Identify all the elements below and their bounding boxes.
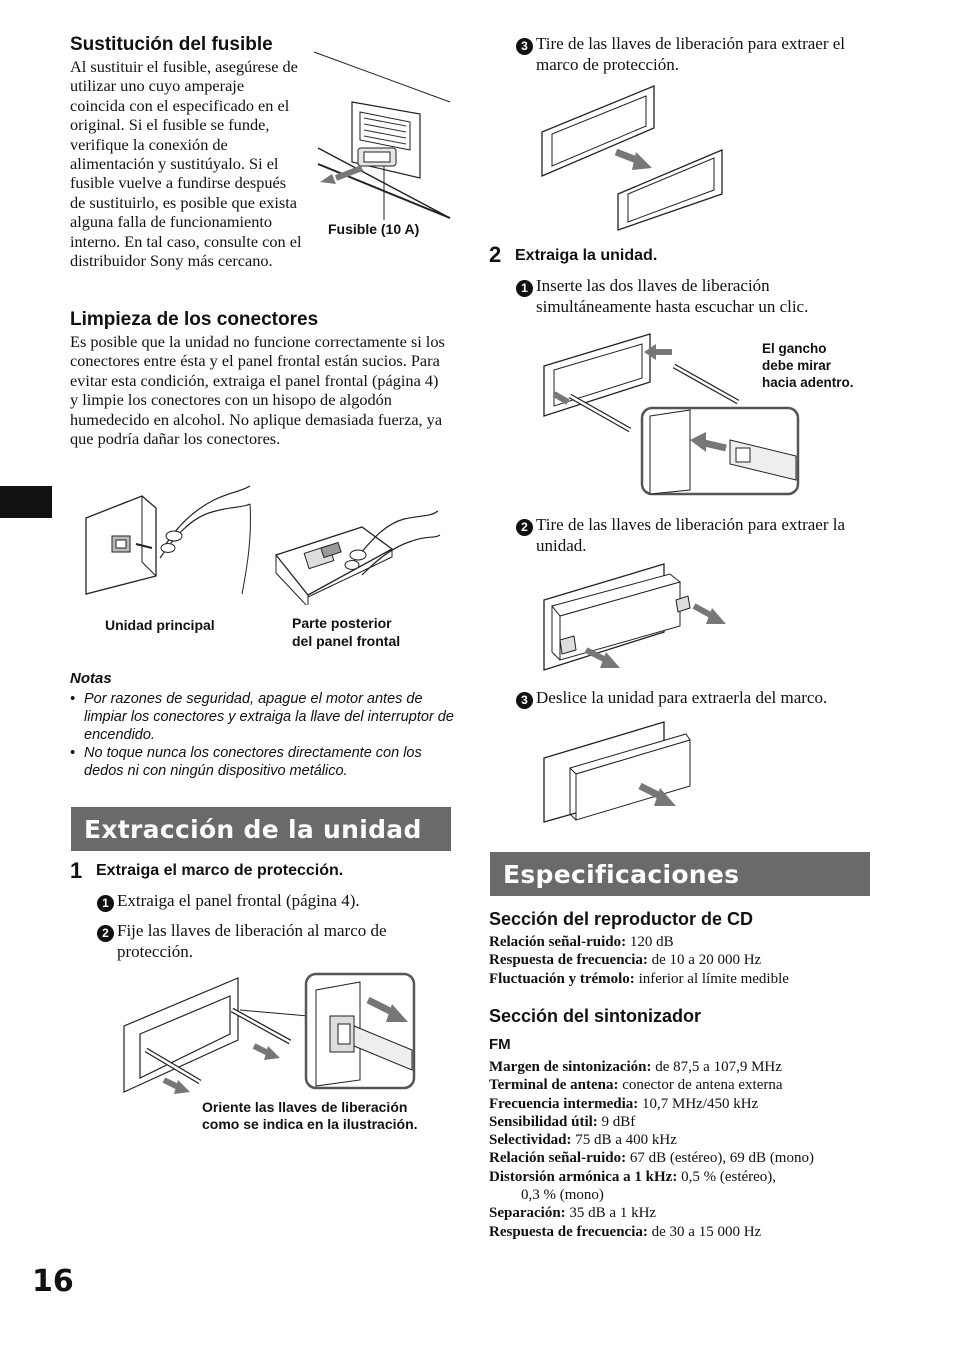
fuse-text: Al sustituir el fusible, asegúrese de utilizar uno cuyo amperaje coincida con el especificado en el original. Si el fusible se funde, verifique la conexión de alimentación y sustitúyalo. Si el fusible vuelve a fundirse después de sustituirlo, es posible que exista alguna falla de funcionamiento interno. En tal caso, consulte con el distribuidor Sony más cercano. (70, 57, 302, 271)
spec-label: Terminal de antena: (489, 1077, 619, 1094)
circled-number-1: 1 (97, 895, 114, 912)
spec-value: 120 dB (626, 934, 674, 950)
step-2-sub-2 (516, 514, 876, 556)
step-2-sub-2-text: Tire de las llaves de liberación para extraer la unidad. (536, 515, 846, 555)
spec-label: Distorsión armónica a 1 kHz: (489, 1168, 678, 1185)
spec-label: Sensibilidad útil: (489, 1113, 598, 1130)
spec-row (489, 1149, 889, 1167)
cleaning-heading: Limpieza de los conectores (70, 309, 319, 330)
spec-label: Relación señal-ruido: (489, 1150, 627, 1167)
spec-row (489, 970, 879, 988)
spec-value: de 10 a 20 000 Hz (647, 952, 762, 969)
step-2-sub-3-text: Deslice la unidad para extraerla del marco. (536, 688, 828, 707)
spec-value: de 30 a 15 000 Hz (647, 1223, 762, 1240)
step-2-sub-1 (516, 275, 876, 317)
spec-label: Separación: (489, 1205, 566, 1222)
release-keys-illustration (120, 970, 420, 1100)
step-1-sub-2 (97, 920, 447, 962)
note-text: No toque nunca los conectores directamente con los dedos ni con ningún dispositivo metálico. (84, 745, 422, 779)
release-keys-caption-1: Oriente las llaves de liberación (202, 1099, 408, 1115)
spec-row (489, 1095, 889, 1113)
hook-note-2: debe mirar (762, 358, 832, 373)
step-1-sub-1 (97, 890, 447, 913)
circled-number-3: 3 (516, 692, 533, 709)
note-text: Por razones de seguridad, apague el motor antes de limpiar los conectores y extraiga la llave del interruptor de encendido. (84, 691, 454, 743)
bullet: • (70, 691, 76, 707)
spec-label: Selectividad: (489, 1132, 572, 1149)
main-unit-cleaning-illustration (82, 478, 257, 598)
notes-title: Notas (70, 670, 112, 687)
hook-note-1: El gancho (762, 341, 827, 356)
bullet: • (70, 745, 76, 761)
front-panel-caption-line2: del panel frontal (292, 633, 401, 649)
spec-row (489, 933, 879, 951)
removal-section-title: Extracción de la unidad (71, 807, 451, 851)
front-panel-cleaning-illustration (272, 505, 442, 605)
front-panel-caption-line1: Parte posterior (292, 615, 392, 631)
spec-row (489, 1204, 889, 1222)
page-number: 16 (32, 1264, 74, 1299)
spec-value: conector de antena externa (618, 1077, 783, 1094)
step-1-sub-3-text: Tire de las llaves de liberación para extraer el marco de protección. (536, 34, 846, 74)
fuse-heading: Sustitución del fusible (70, 34, 273, 55)
slide-unit-illustration (540, 716, 700, 826)
spec-label: Relación señal-ruido: (489, 934, 627, 950)
note-item (70, 690, 455, 744)
cd-section-heading: Sección del reproductor de CD (489, 909, 754, 929)
release-keys-caption-2: como se indica en la ilustración. (202, 1116, 418, 1132)
spec-label: Respuesta de frecuencia: (489, 1223, 648, 1240)
step-1-sub-3 (516, 33, 876, 75)
fuse-illustration (312, 40, 457, 220)
section-tab (0, 486, 52, 518)
step-2-number: 2 (489, 242, 502, 267)
spec-row (489, 951, 879, 969)
spec-row (489, 1168, 889, 1186)
frame-removal-illustration (538, 82, 728, 232)
fuse-caption: Fusible (10 A) (328, 221, 420, 237)
specs-section-title: Especificaciones (490, 852, 870, 896)
tuner-spec-list (489, 1058, 889, 1241)
spec-value: 67 dB (estéreo), 69 dB (mono) (626, 1150, 814, 1167)
spec-label: Frecuencia intermedia: (489, 1095, 639, 1112)
spec-row (489, 1058, 889, 1076)
spec-row (489, 1113, 889, 1131)
tuner-section-heading: Sección del sintonizador (489, 1006, 702, 1026)
circled-number-3: 3 (516, 38, 533, 55)
spec-value: 10,7 MHz/450 kHz (638, 1095, 759, 1112)
spec-value: 0,5 % (estéreo), (677, 1168, 777, 1185)
cleaning-text: Es posible que la unidad no funcione correctamente si los conectores entre ésta y el panel frontal están sucios. Para evitar esta condición, extraiga el panel frontal (página 4) y limpie los conectores con un hisopo de algodón humedecido en alcohol. No aplique demasiada fuerza, ya que podría dañar los conectores. (70, 332, 445, 449)
step-1-sub-1-text: Extraiga el panel frontal (página 4). (117, 891, 360, 910)
spec-value: 35 dB a 1 kHz (565, 1205, 657, 1222)
step-2-sub-1-text: Inserte las dos llaves de liberación simultáneamente hasta escuchar un clic. (536, 276, 809, 316)
spec-row-continuation: 0,3 % (mono) (521, 1187, 604, 1204)
step-1-sub-2-text: Fije las llaves de liberación al marco de protección. (117, 921, 387, 961)
main-unit-caption: Unidad principal (105, 617, 215, 633)
circled-number-2: 2 (516, 519, 533, 536)
step-1-number: 1 (70, 858, 83, 883)
circled-number-1: 1 (516, 280, 533, 297)
spec-row (489, 1131, 889, 1149)
spec-label: Margen de sintonización: (489, 1059, 652, 1075)
fm-label: FM (489, 1036, 511, 1053)
hook-note-3: hacia adentro. (762, 375, 854, 390)
spec-value: inferior al límite medible (634, 970, 789, 987)
pull-unit-illustration (540, 560, 730, 674)
spec-value: de 87,5 a 107,9 MHz (651, 1059, 782, 1075)
step-1-title: Extraiga el marco de protección. (96, 862, 344, 879)
step-2-title: Extraiga la unidad. (515, 247, 658, 264)
step-2-sub-3 (516, 687, 876, 710)
spec-row (489, 1076, 889, 1094)
spec-label: Respuesta de frecuencia: (489, 952, 648, 969)
spec-label: Fluctuación y trémolo: (489, 970, 635, 987)
spec-value: 75 dB a 400 kHz (571, 1132, 677, 1149)
circled-number-2: 2 (97, 925, 114, 942)
spec-value: 9 dBf (597, 1113, 636, 1130)
cd-spec-list (489, 933, 879, 988)
spec-row (489, 1223, 889, 1241)
note-item (70, 744, 455, 780)
